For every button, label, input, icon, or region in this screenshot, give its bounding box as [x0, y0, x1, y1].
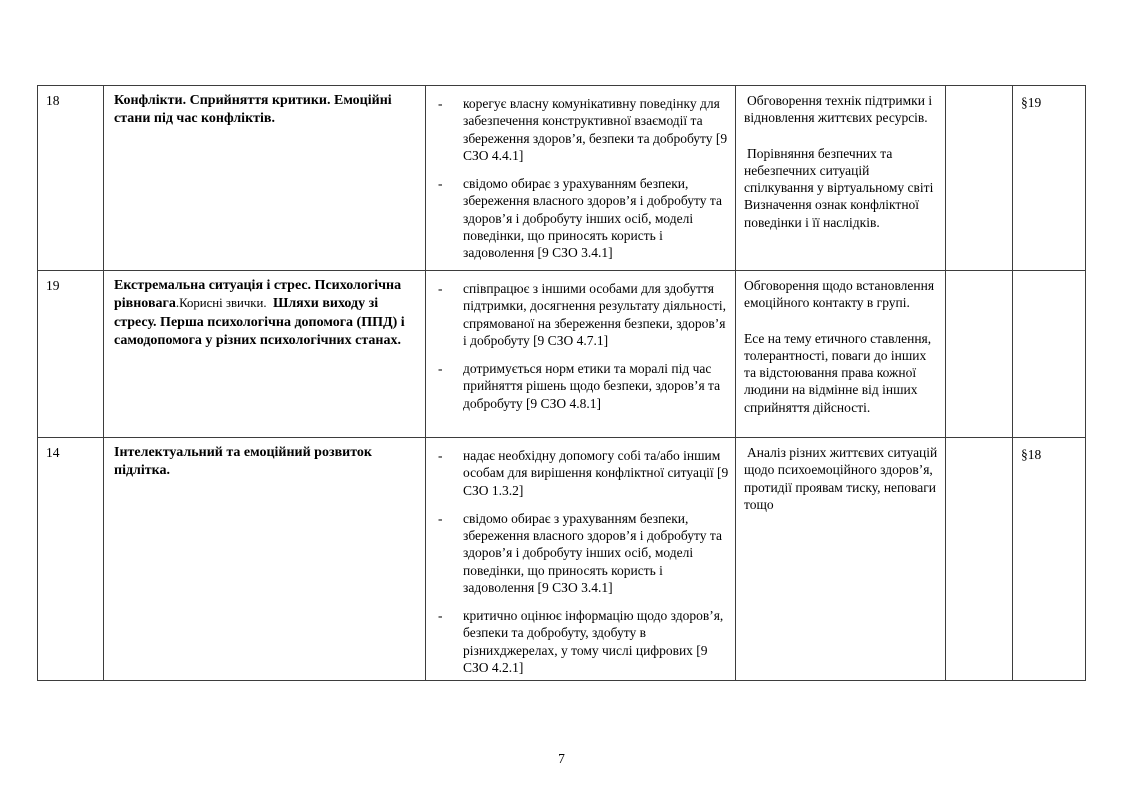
outcomes-cell [426, 271, 736, 438]
paragraph-ref: §19 [1021, 95, 1042, 110]
outcome-item [438, 447, 731, 499]
topic-cell [104, 86, 426, 271]
outcome-text: корегує власну комунікативну поведінку для забезпечення конструктивної взаємодії та збереження здоров’я, безпеки та добробуту [9 СЗО 4.4.1] [463, 96, 728, 163]
lesson-number [38, 271, 104, 438]
outcome-item [438, 175, 731, 261]
paragraph-ref: §18 [1021, 447, 1042, 462]
lesson-number-text: 18 [46, 93, 60, 108]
empty-cell [946, 438, 1013, 681]
outcomes-cell [426, 438, 736, 681]
paragraph-ref-cell [1013, 438, 1086, 681]
activities-cell [736, 271, 946, 438]
outcome-text: надає необхідну допомогу собі та/або іншим особам для вирішення конфліктної ситуації [9 СЗО 1.3.2] [463, 448, 729, 498]
lesson-number [38, 438, 104, 681]
outcomes-cell [426, 86, 736, 271]
topic-subtitle: .Корисні звички. [175, 296, 273, 311]
empty-cell [946, 271, 1013, 438]
outcome-text: свідомо обирає з урахуванням безпеки, збереження власного здоров’я і добробуту та здоров’я і добробуту інших осіб, моделі поведінки, що приносять користь і задоволення [9 СЗО 3.4.1] [463, 510, 722, 595]
outcome-text: критично оцінює інформацію щодо здоров’я, безпеки та добробуту, здобуту в різнихджерелах, у тому числі цифрових [9 СЗО 4.2.1] [463, 608, 724, 675]
activities-cell [736, 438, 946, 681]
bullet-dash: - [438, 176, 443, 192]
bullet-dash: - [438, 96, 443, 111]
topic-cell [104, 438, 426, 681]
lesson-number-text: 14 [46, 445, 60, 460]
lesson-number-text: 19 [46, 278, 60, 293]
outcome-text: дотримується норм етики та моралі під час прийняття рішень щодо безпеки, здоров’я та добробуту [9 СЗО 4.8.1] [463, 361, 721, 411]
activity-text: Порівняння безпечних та небезпечних ситуацій спілкування у віртуальному світі [744, 145, 934, 196]
bullet-dash: - [438, 608, 443, 624]
outcome-item [438, 95, 731, 164]
topic-cell [104, 271, 426, 438]
outcome-text: свідомо обирає з урахуванням безпеки, збереження власного здоров’я і добробуту та здоров’я і добробуту інших осіб, моделі поведінки, що приносять користь і задоволення [9 СЗО 3.4.1] [463, 176, 722, 261]
table-row [38, 438, 1086, 681]
activity-text: Обговорення технік підтримки і відновлення життєвих ресурсів. [744, 93, 933, 126]
table-row [38, 86, 1086, 271]
outcome-item [438, 360, 731, 412]
paragraph-ref-cell [1013, 271, 1086, 438]
topic-title: Конфлікти. Сприйняття критики. Емоційні стани під час конфліктів. [114, 93, 392, 127]
curriculum-table [37, 85, 1086, 681]
outcome-item [438, 510, 731, 596]
bullet-dash: - [438, 361, 443, 377]
outcome-text: співпрацює з іншими особами для здобуття підтримки, досягнення результату діяльності, спрямованої на збереження безпеки, здоров’я і добробуту [9 СЗО 4.7.1] [463, 281, 726, 348]
table-row [38, 271, 1086, 438]
topic-title: Інтелектуальний та емоційний розвиток підлітка. [114, 445, 372, 479]
paragraph-ref-cell [1013, 86, 1086, 271]
bullet-dash: - [438, 281, 443, 296]
activities-cell [736, 86, 946, 271]
lesson-number [38, 86, 104, 271]
bullet-dash: - [438, 510, 443, 526]
bullet-dash: - [438, 448, 443, 463]
empty-cell [946, 86, 1013, 271]
topic-title: Шляхи виходу зі стресу. Перша психологічна допомога (ППД) і самодопомога у різних психологічних станах. [114, 296, 405, 349]
outcome-item [438, 607, 731, 676]
activity-text: Есе на тему етичного ставлення, толерантності, поваги до інших та відстоювання права кожної людини на відмінне від інших сприйняття дійсності. [744, 330, 932, 415]
activity-text: Обговорення щодо встановлення емоційного контакту в групі. [744, 278, 935, 311]
topic-title: Екстремальна ситуація і стрес. Психологічна рівновага [114, 278, 402, 312]
page-number: 7 [558, 751, 565, 766]
activity-text: Аналіз різних життєвих ситуацій щодо психоемоційного здоров’я, протидії проявам тиску, неповаги тощо [744, 445, 938, 512]
activity-text: Визначення ознак конфліктної поведінки і її наслідків. [744, 197, 920, 230]
outcome-item [438, 280, 731, 349]
